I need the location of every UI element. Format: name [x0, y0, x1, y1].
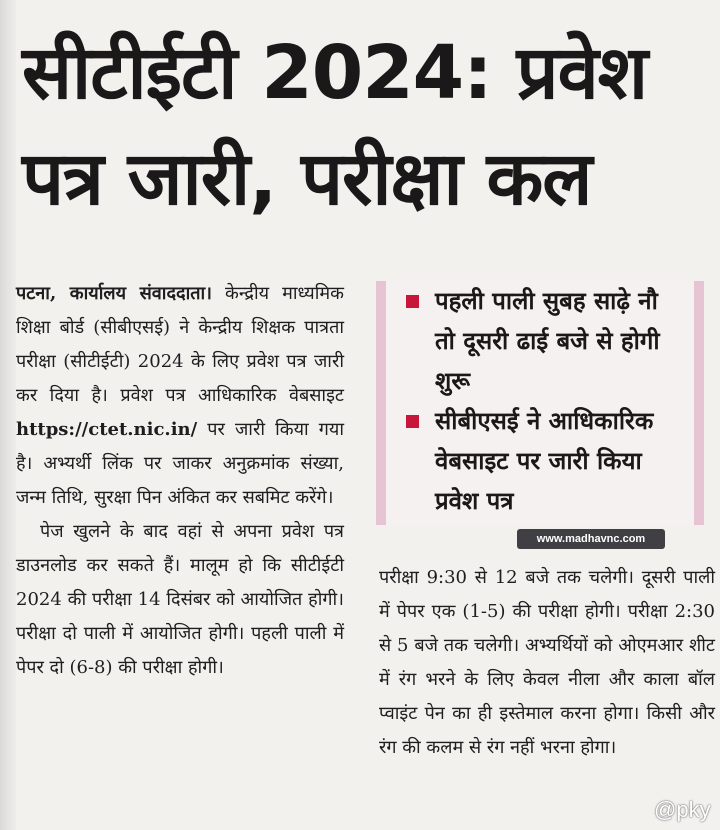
headline-line-2: पत्र जारी, परीक्षा कल [22, 136, 592, 222]
highlight-item [406, 281, 686, 401]
highlight-item [406, 401, 686, 521]
right-paragraph-1: परीक्षा 9:30 से 12 बजे तक चलेगी। दूसरी पाली में पेपर एक (1-5) की परीक्षा होगी। परीक्षा 2:30 से 5 बजे तक चलेगी। अभ्यर्थियों को ओएमआर शीट में रंग भरने के लिए केवल नीला और काला बॉल प्वाइंट पेन का ही इस्तेमाल करना होगा। किसी और रंग की कलम से रंग नहीं भरना होगा। [379, 567, 715, 758]
left-paragraph-1-text-b: पर जारी किया गया है। अभ्यर्थी लिंक पर जाकर अनुक्रमांक संख्या, जन्म तिथि, सुरक्षा पिन अंकित कर सबमिट करेंगे। [16, 419, 344, 508]
left-column [16, 277, 344, 685]
left-paragraph-2: पेज खुलने के बाद वहां से अपना प्रवेश पत्र डाउनलोड कर सकते हैं। मालूम हो कि सीटीईटी 2024 की परीक्षा 14 दिसंबर को आयोजित होगी। परीक्षा दो पाली में आयोजित होगी। पहली पाली में पेपर दो (6-8) की परीक्षा होगी। [16, 521, 344, 678]
website-url: https://ctet.nic.in/ [16, 419, 198, 440]
square-bullet-icon [406, 295, 419, 308]
highlight-text-2: सीबीएसई ने आधिकारिक वेबसाइट पर जारी किया प्रवेश पत्र [435, 407, 654, 515]
right-column [379, 561, 715, 765]
highlight-box [376, 281, 704, 525]
watermark-label: www.madhavnc.com [517, 529, 665, 549]
left-paragraph-1-text-a: केन्द्रीय माध्यमिक शिक्षा बोर्ड (सीबीएसई) ने केन्द्रीय शिक्षक पात्रता परीक्षा (सीटीईटी) 2024 के लिए प्रवेश पत्र जारी कर दिया है। प्रवेश पत्र आधिकारिक वेबसाइट [16, 283, 344, 406]
highlight-text-1: पहली पाली सुबह साढ़े नौ तो दूसरी ढाई बजे से होगी शुरू [435, 287, 660, 395]
left-paragraph-1 [16, 277, 344, 515]
page-edge-shadow [0, 0, 16, 830]
corner-watermark-handle: @pky [654, 797, 711, 822]
headline [22, 20, 712, 232]
headline-line-1: सीटीईटी 2024: प्रवेश [22, 30, 648, 116]
dateline: पटना, कार्यालय संवाददाता। [16, 283, 212, 304]
square-bullet-icon [406, 415, 419, 428]
